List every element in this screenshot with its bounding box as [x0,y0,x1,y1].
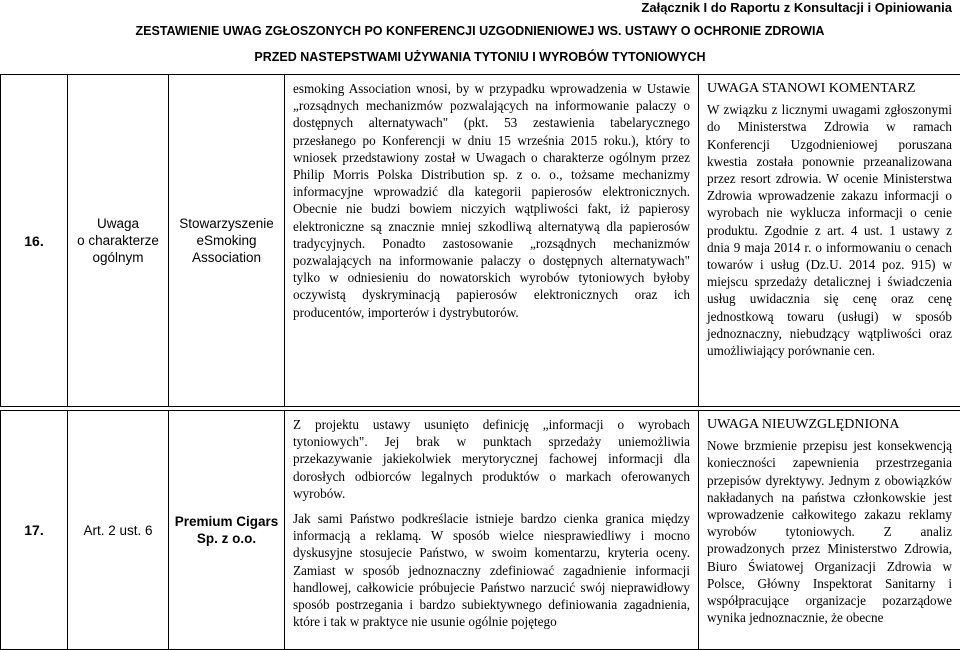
response-heading: UWAGA NIEUWZGLĘDNIONA [707,416,952,433]
submitter-text: Premium Cigars [169,513,284,530]
document-title: ZESTAWIENIE UWAG ZGŁOSZONYCH PO KONFERENCJI UZGODNIENIOWEJ WS. USTAWY O OCHRONIE ZDROWIA [0,24,960,38]
submitter-text: Association [169,249,284,266]
document-subtitle: PRZED NASTEPSTWAMI UŻYWANIA TYTONIU I WYROBÓW TYTONIOWYCH [0,50,960,64]
comment-text: esmoking Association wnosi, by w przypadku wprowadzenia w Ustawie „rozsądnych mechanizmów pozwalających na informowanie palaczy o dostępnych alternatywach" (pkt. 53 zestawienia tabelarycznego przesłanego po Konferencji w dniu 15 września 2015 roku.), który to wniosek przedstawiony został w Uwagach o charakterze ogólnym przez Philip Morris Polska Distribution sp. z o. o., tożsame mechanizmy informacyjne wprowadzić dla kategorii papierosów elektronicznych. Obecnie nie budzi bowiem niczyich wątpliwości fakt, iż papierosy elektroniczne są znacznie mniej szkodliwą alternatywą dla papierosów tradycyjnych. Ponadto zastosowanie „rozsądnych mechanizmów pozwalających na informowanie palaczy o dostępnych alternatywach" tylko w odniesieniu do nowatorskich wyrobów tytoniowych byłoby oczywistą dyskryminacją papierosów elektronicznych oraz ich producentów, importerów i dystrybutorów. [293,80,690,321]
submitter-cell [169,411,285,650]
submitter-text: Sp. z o.o. [169,530,284,547]
provision-text: Uwaga [68,215,168,232]
table-row [1,411,960,650]
annex-label: Załącznik I do Raportu z Konsultacji i Opiniowania [641,0,952,15]
submitter-text: eSmoking [169,232,284,249]
provision-cell [68,411,169,650]
comments-table [0,74,960,650]
table-row [1,75,960,407]
response-cell [699,75,960,407]
comment-paragraph: Z projektu ustawy usunięto definicję „informacji o wyrobach tytoniowych". Jej brak w punktach sprzedaży uniemożliwia przekazywanie jakiekolwiek merytorycznej fachowej informacji dla dorosłych odbiorców legalnych produktów o markach oferowanych wyrobów. [293,416,690,502]
response-cell [699,411,960,650]
comment-cell [285,411,699,650]
provision-text: ogólnym [68,249,168,266]
response-text: W związku z licznymi uwagami zgłoszonymi do Ministerstwa Zdrowia w ramach Konferencji Uzgodnieniowej poruszana kwestia została ponownie przeanalizowana przez resort zdrowia. W ocenie Ministerstwa Zdrowia wprowadzenie zakazu informacji o wyrobach nie wyklucza informacji o cenie produktu. Zgodnie z art. 4 ust. 1 ustawy z dnia 9 maja 2014 r. o informowaniu o cenach towarów i usług (Dz.U. 2014 poz. 915) w miejscu sprzedaży detalicznej i świadczenia usług uwidacznia się cenę oraz cenę jednostkową towaru (usługi) w sposób jednoznaczny, niebudzący wątpliwości oraz umożliwiający porównanie cen. [707,101,952,359]
submitter-text: Stowarzyszenie [169,215,284,232]
response-heading: UWAGA STANOWI KOMENTARZ [707,80,952,97]
comment-paragraph: Jak sami Państwo podkreślacie istnieje bardzo cienka granica między informacją a reklamą. W sposób wielce niesprawiedliwy i mocno dyskusyjne stosujecie Państwo, w swoim komentarzu, kryteria oceny. Zamiast w sposób jednoznaczny zdefiniować zagadnienie informacji handlowej, całkowicie próbujecie Państwo narzucić swój nieprawidłowy sposób postrzegania i bardzo subiektywnego definiowania zagadnienia, które i tak w praktyce nie usunie ogólnie pojętego [293,510,690,630]
row-number: 17. [1,411,68,650]
comment-cell [285,75,699,407]
provision-cell [68,75,169,407]
submitter-cell [169,75,285,407]
provision-text: o charakterze [68,232,168,249]
row-number: 16. [1,75,68,407]
provision-text: Art. 2 ust. 6 [68,522,168,539]
response-text: Nowe brzmienie przepisu jest konsekwencją konieczności zapewnienia przestrzegania przepisów dyrektywy. Jednym z obowiązków nakładanych na państwa członkowskie jest wprowadzenie całkowitego zakazu reklamy wyrobów tytoniowych. Z analiz prowadzonych przez Ministerstwo Zdrowia, Biuro Światowej Organizacji Zdrowia w Polsce, Główny Inspektorat Sanitarny i współpracujące organizacje pozarządowe wynika jednoznacznie, że obecne [707,437,952,626]
